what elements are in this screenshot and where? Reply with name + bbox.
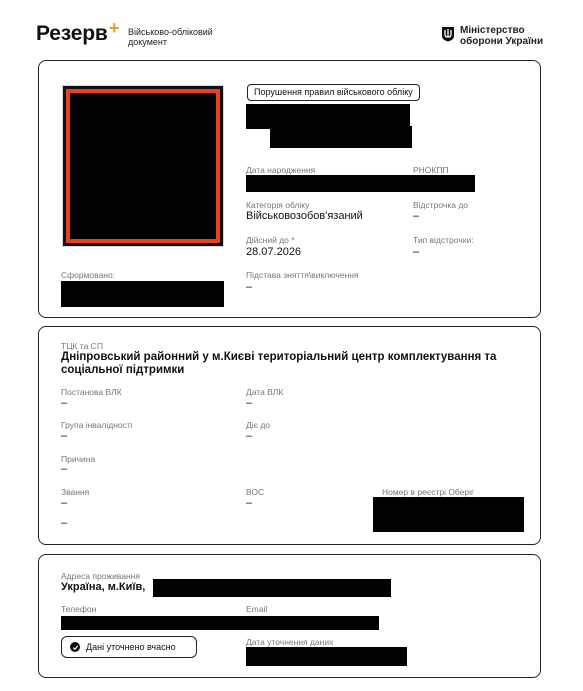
vos-label: ВОС <box>246 487 265 497</box>
deferment-label: Відстрочка до <box>413 200 469 210</box>
name-redacted-line2 <box>270 126 412 148</box>
brand-logo: Резерв <box>36 22 108 45</box>
rank-value-2: – <box>61 517 68 529</box>
data-updated-label: Дані уточнено вчасно <box>86 642 176 652</box>
registry-label: Номер в реєстрі Оберіг <box>382 487 475 497</box>
email-label: Email <box>246 604 268 614</box>
disability-value: – <box>61 430 68 442</box>
valid-until-label: Дійсний до * <box>246 235 295 245</box>
photo-redacted <box>66 89 220 243</box>
vlk-decision-label: Постанова ВЛК <box>61 387 122 397</box>
deferment-type-label: Тип відстрочки: <box>413 235 474 245</box>
address-redacted <box>153 579 391 597</box>
removal-basis-label: Підстава зняття\виключення <box>246 270 359 280</box>
vos-value: – <box>246 497 253 509</box>
vlk-date-value: – <box>246 397 253 409</box>
ministry-name: Міністерство оборони України <box>460 25 544 47</box>
valid-until-value: 28.07.2026 <box>246 246 302 258</box>
category-label: Категорія обліку <box>246 200 310 210</box>
phone-label: Телефон <box>61 604 97 614</box>
birth-date-label: Дата народження <box>246 165 316 175</box>
check-icon <box>70 642 80 652</box>
phone-email-redacted <box>61 616 379 630</box>
removal-basis-value: – <box>246 281 253 293</box>
category-value: Військовозобов'язаний <box>246 210 363 222</box>
address-value: Україна, м.Київ, <box>61 581 146 593</box>
brand-subtitle: Військово-обліковий документ <box>128 27 213 47</box>
tck-name: Дніпровський районний у м.Києві територіальний центр комплектування та соціальної підтримки <box>61 351 497 376</box>
address-label: Адреса проживання <box>61 571 140 581</box>
update-date-label: Дата уточнення даних <box>246 637 334 647</box>
deferment-value: – <box>413 210 420 222</box>
vlk-date-label: Дата ВЛК <box>246 387 284 397</box>
data-updated-button[interactable] <box>61 636 197 658</box>
birth-rnokpp-redacted <box>246 175 475 192</box>
rank-label: Звання <box>61 487 90 497</box>
formed-label: Сформовано: <box>61 270 116 280</box>
deferment-type-value: – <box>413 246 420 258</box>
formed-redacted <box>61 281 224 307</box>
update-date-redacted <box>246 647 407 666</box>
rank-value-1: – <box>61 497 68 509</box>
rnokpp-label: РНОКПП <box>413 165 449 175</box>
brand-plus-mark: + <box>109 18 120 38</box>
registry-redacted <box>373 497 524 532</box>
ministry-emblem-icon <box>441 26 455 42</box>
vlk-decision-value: – <box>61 397 68 409</box>
violation-badge[interactable]: Порушення правил військового обліку <box>247 84 420 101</box>
reason-label: Причина <box>61 454 96 464</box>
tck-label: ТЦК та СП <box>61 341 103 351</box>
disability-label: Група інвалідності <box>61 420 133 430</box>
valid-to-label: Діє до <box>246 420 271 430</box>
reason-value: – <box>61 463 68 475</box>
valid-to-value: – <box>246 430 253 442</box>
